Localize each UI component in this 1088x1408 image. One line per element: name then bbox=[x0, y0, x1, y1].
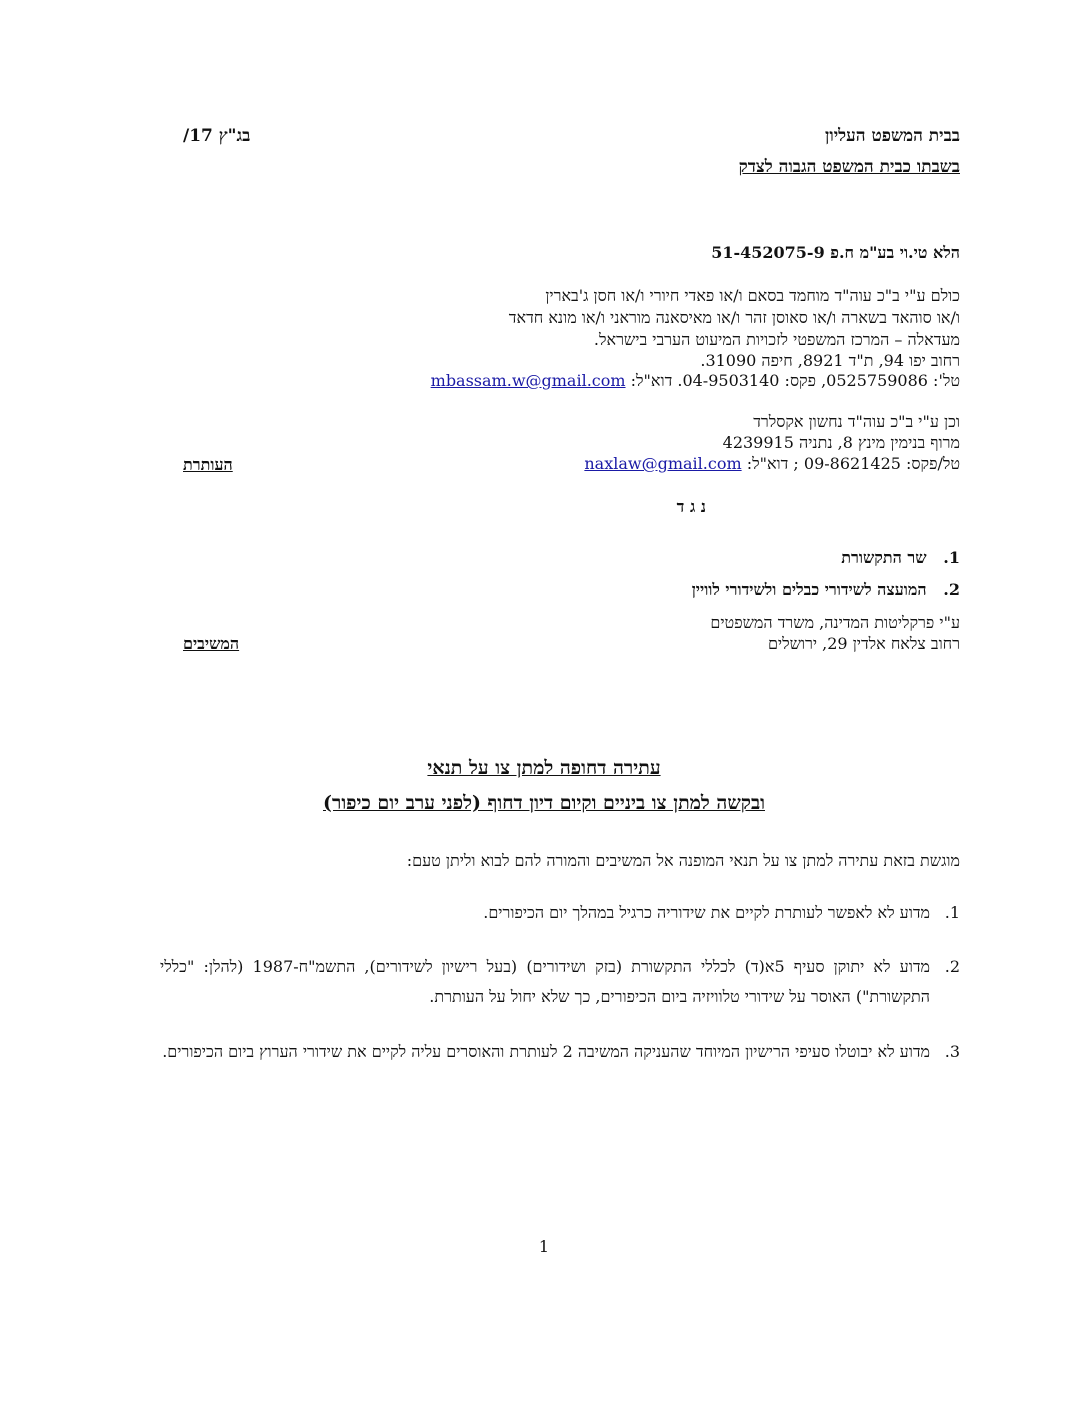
respondents-role-label: המשיבים bbox=[183, 634, 240, 653]
petitioner-contact-1 bbox=[431, 371, 960, 391]
respondent-name: המועצה לשידורי כבלים ולשידורי לוויין bbox=[691, 580, 927, 599]
intro-paragraph: מוגשת בזאת עתירה למתן צו על תנאי המופנה אל המשיבים והמורה להם לבוא וליתן טעם: bbox=[406, 851, 960, 870]
versus-label: נ ג ד bbox=[676, 497, 706, 516]
court-name: בבית המשפט העליון bbox=[825, 126, 960, 146]
petitioner-line: כולם ע"י ב"כ עוה"ד מוחמד בסאם ו/או פאדי חיורי ו/או חסן ג'בארין bbox=[545, 286, 960, 305]
clause-number: 1. bbox=[944, 903, 960, 922]
document-subtitle: ובקשה למתן צו ביניים וקיום דיון דחוף (לפני ערב יום כיפור) bbox=[323, 792, 765, 814]
clause-text: מדוע לא לאפשר לעותרת לקיים את שידוריה כרגיל במהלך יום הכיפורים. bbox=[483, 903, 930, 922]
petitioner-role-label: העותרת bbox=[183, 455, 233, 474]
email-link-1[interactable]: mbassam.w@gmail.com bbox=[430, 371, 626, 390]
petitioner-line: וכן ע"י ב"כ עוה"ד נחשון אקסלרד bbox=[753, 412, 960, 431]
respondent-number: 1. bbox=[943, 548, 960, 567]
clause bbox=[160, 898, 960, 928]
clause-number: 2. bbox=[944, 957, 960, 976]
petitioner-line: ו/או סוהאד בשארה ו/או סאוסן זהר ו/או מאיסאנה מוראני ו/או מונא חדאד bbox=[508, 308, 960, 327]
respondent-number: 2. bbox=[943, 580, 960, 599]
email-link-2[interactable]: naxlaw@gmail.com bbox=[584, 454, 742, 473]
contact-prefix: טל/פקס: 09-8621425 ; דוא"ל: bbox=[746, 454, 960, 473]
respondent-rep-line: ע"י פרקליטות המדינה, משרד המשפטים bbox=[710, 613, 960, 632]
clause bbox=[160, 952, 960, 1012]
case-number: בג"ץ 17/ bbox=[183, 126, 251, 146]
contact-prefix: טל': 0525759086, פקס: 04-9503140. דוא"ל: bbox=[630, 371, 960, 390]
petitioner-line: מעדאלה – המרכז המשפטי לזכויות המיעוט הערבי בישראל. bbox=[593, 330, 960, 349]
clause-text: מדוע לא יתוקן סעיף 5א(ד) לכללי התקשורת (בזק ושידורים) (בעל רישיון לשידורים), התשמ"ח-1987 (להלן: "כללי התקשורת") האוסר על שידורי טלוויזיה ביום הכיפורים, כך שלא יחול על העותרת. bbox=[160, 957, 931, 1006]
page-number: 1 bbox=[538, 1237, 550, 1256]
court-sitting: בשבתו כבית המשפט הגבוה לצדק bbox=[738, 157, 960, 177]
document-title: עתירה דחופה למתן צו על תנאי bbox=[427, 757, 661, 779]
petitioner-line: מרוף בנימין מינץ 8, נתניה 4239915 bbox=[722, 433, 960, 452]
respondent-rep-line: רחוב צלאח אלדין 29, ירושלים bbox=[767, 634, 960, 653]
respondent-item bbox=[841, 548, 960, 568]
petitioner-contact-2 bbox=[584, 454, 960, 474]
clause bbox=[160, 1037, 960, 1067]
respondent-name: שר התקשורת bbox=[841, 548, 927, 567]
respondent-item bbox=[692, 580, 960, 600]
clause-text: מדוע לא יבוטלו סעיפי הרישיון המיוחד שהעניקה המשיבה 2 לעותרת והאוסרים עליה לקיים את שידורי הערוץ ביום הכיפורים. bbox=[162, 1042, 930, 1061]
petitioner-name: הלא טי.וי בע"מ ח.פ 51-452075-9 bbox=[711, 243, 960, 262]
petitioner-line: רחוב יפו 94, ת"ד 8921, חיפה 31090. bbox=[700, 351, 960, 370]
clause-number: 3. bbox=[944, 1042, 960, 1061]
